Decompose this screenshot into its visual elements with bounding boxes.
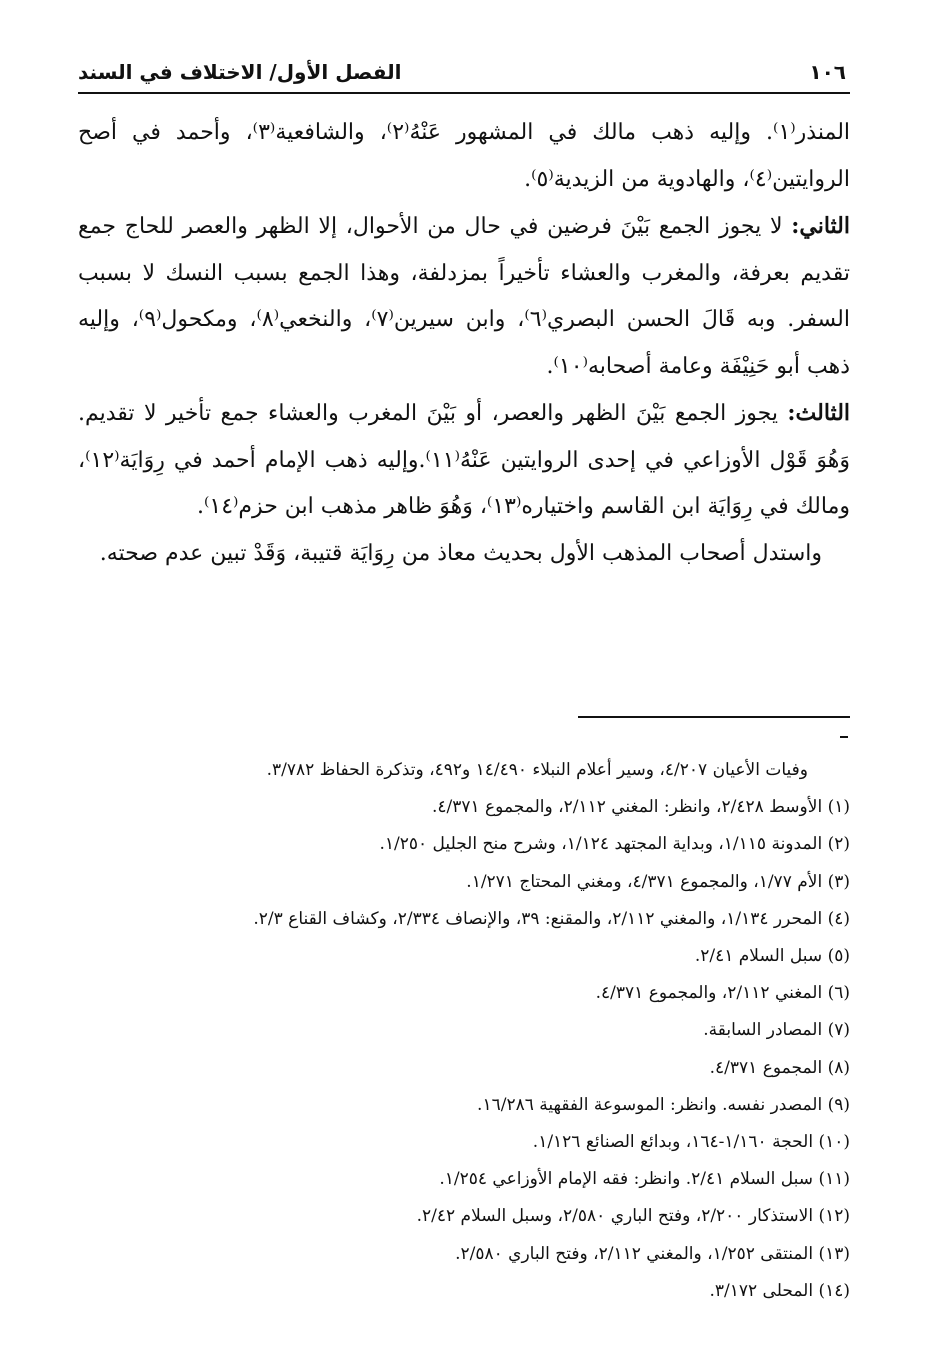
footnote-item: (٩) المصدر نفسه. وانظر: الموسوعة الفقهية ١٦/٢٨٦. xyxy=(477,1094,850,1115)
footnote-item: (٧) المصادر السابقة. xyxy=(703,1020,850,1041)
footnote-item: (٨) المجموع ٤/٣٧١. xyxy=(709,1057,850,1078)
footnote-item: (٣) الأم ١/٧٧، والمجموع ٤/٣٧١، ومغني المحتاج ١/٢٧١. xyxy=(466,871,850,892)
footnote-item: (٥) سبل السلام ٢/٤١. xyxy=(694,946,850,967)
footnotes xyxy=(78,752,850,1310)
footnote-item: (١) الأوسط ٢/٤٢٨، وانظر: المغني ٢/١١٢، والمجموع ٤/٣٧١. xyxy=(431,797,850,818)
footnote-item: (١٤) المحلى ٣/١٧٢. xyxy=(709,1280,850,1301)
paragraph-continuation: المنذر⁽١⁾. وإليه ذهب مالك في المشهور عَنْهُ⁽٢⁾، والشافعية⁽٣⁾، وأحمد في أصح الروايتين⁽٤⁾، والهادوية من الزيدية⁽٥⁾. xyxy=(78,120,851,192)
opinion-second-text: لا يجوز الجمع بَيْنَ فرضين في حال من الأحوال، إلا الظهر والعصر للحاج جمع تقديم بعرفة، والمغرب والعشاء تأخيراً بمزدلفة، وهذا الجمع بسبب النسك لا بسبب السفر. وبه قَالَ الحسن البصري⁽٦⁾، وابن سيرين⁽٧⁾، والنخعي⁽٨⁾، ومكحول⁽٩⁾، وإليه ذهب أبو حَنِيْفَة وعامة أصحابه⁽١٠⁾. xyxy=(78,214,850,379)
opinion-third xyxy=(78,390,850,531)
opinion-second xyxy=(78,203,850,390)
footnote-separator xyxy=(578,716,850,718)
opinion-third-text: يجوز الجمع بَيْنَ الظهر والعصر، أو بَيْنَ المغرب والعشاء جمع تأخير لا تقديم. وَهُوَ قَوْل الأوزاعي في إحدى الروايتين عَنْهُ⁽١١⁾.وإليه ذهب الإمام أحمد في رِوَايَة⁽١٢⁾، ومالك في رِوَايَة ابن القاسم واختياره⁽١٣⁾، وَهُوَ ظاهر مذهب ابن حزم⁽١٤⁾. xyxy=(78,401,850,519)
opinion-third-label: الثالث: xyxy=(787,400,851,426)
footnote-item: (١٢) الاستذكار ٢/٢٠٠، وفتح الباري ٢/٥٨٠، وسبل السلام ٢/٤٢. xyxy=(416,1206,850,1227)
footnote-item: (١٠) الحجة ١/١٦٠-١٦٤، وبدائع الصنائع ١/١٢٦. xyxy=(532,1132,850,1153)
footnote-item: (٦) المغني ٢/١١٢، والمجموع ٤/٣٧١. xyxy=(595,983,850,1004)
footnote-item: (٢) المدونة ١/١١٥، وبداية المجتهد ١/١٢٤، وشرح منح الجليل ١/٢٥٠. xyxy=(379,834,850,855)
page-header xyxy=(78,52,850,94)
opinion-second-label: الثاني: xyxy=(791,213,850,239)
footnote-item: (١١) سبل السلام ٢/٤١. وانظر: فقه الإمام الأوزاعي ١/٢٥٤. xyxy=(439,1169,850,1190)
page-number: ١٠٦ xyxy=(809,60,846,84)
footnote-marker-line xyxy=(840,736,848,738)
paragraph-final: واستدل أصحاب المذهب الأول بحديث معاذ من رِوَايَة قتيبة، وَقَدْ تبين عدم صحته. xyxy=(99,540,822,566)
main-text xyxy=(78,110,850,577)
footnote-item: (٤) المحرر ١/١٣٤، والمغني ٢/١١٢، والمقنع: ٣٩، والإنصاف ٢/٣٣٤، وكشاف القناع ٢/٣. xyxy=(253,908,850,929)
running-title: الفصل الأول/ الاختلاف في السند xyxy=(78,60,402,84)
footnote-item: (١٣) المنتقى ١/٢٥٢، والمغني ٢/١١٢، وفتح الباري ٢/٥٨٠. xyxy=(455,1243,850,1264)
footnote-continuation: وفيات الأعيان ٤/٢٠٧، وسير أعلام النبلاء ١٤/٤٩٠ و٤٩٢، وتذكرة الحفاظ ٣/٧٨٢. xyxy=(266,760,808,780)
book-page xyxy=(78,52,850,1342)
